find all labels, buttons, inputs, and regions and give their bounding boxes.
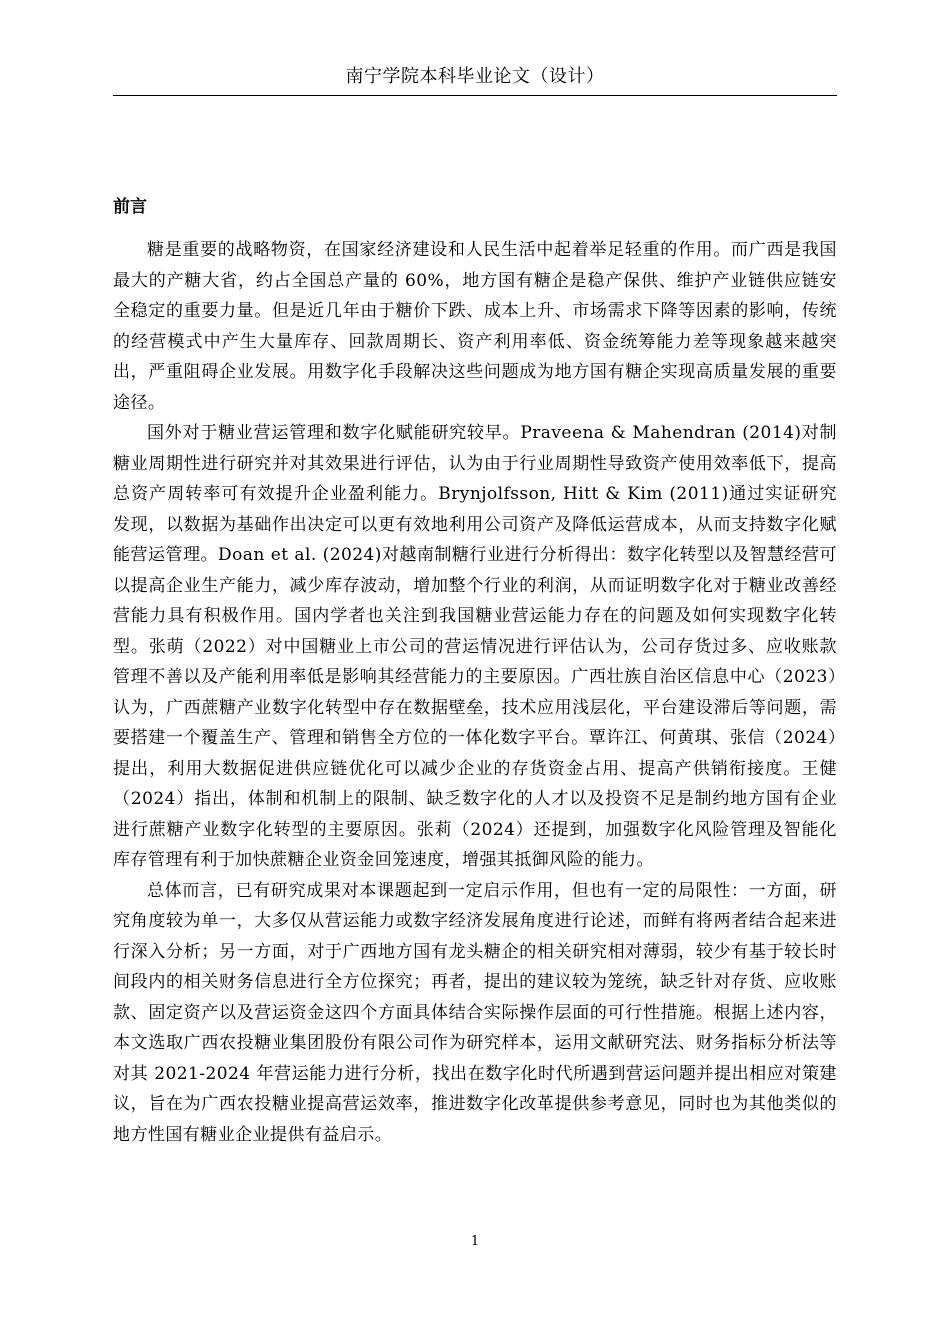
running-header: 南宁学院本科毕业论文（设计） (345, 66, 605, 87)
paragraph-2: 国外对于糖业营运管理和数字化赋能研究较早。Praveena & Mahendran (2014)对制糖业周期性进行研究并对其效果进行评估，认为由于行业周期性导致资产使用效率低下，提高总资产周转率可有效提升企业盈利能力。Brynjolfsson, Hitt & Kim (2011)通过实证研究发现，以数据为基础作出决定可以更有效地利用公司资产及降低运营成本，从而支持数字化赋能营运管理。Doan et al. (2024)对越南制糖行业进行分析得出：数字化转型以及智慧经营可以提高企业生产能力，减少库存波动，增加整个行业的利润，从而证明数字化对于糖业改善经营能力具有积极作用。国内学者也关注到我国糖业营运能力存在的问题及如何实现数字化转型。张萌（2022）对中国糖业上市公司的营运情况进行评估认为，公司存货过多、应收账款管理不善以及产能利用率低是影响其经营能力的主要原因。广西壮族自治区信息中心（2023）认为，广西蔗糖产业数字化转型中存在数据壁垒，技术应用浅层化，平台建设滞后等问题，需要搭建一个覆盖生产、管理和销售全方位的一体化数字平台。覃许江、何黄琪、张信（2024）提出，利用大数据促进供应链优化可以减少企业的存货资金占用、提高产供销衔接度。王健（2024）指出，体制和机制上的限制、缺乏数字化的人才以及投资不足是制约地方国有企业进行蔗糖产业数字化转型的主要原因。张莉（2024）还提到，加强数字化风险管理及智能化库存管理有利于加快蔗糖企业资金回笼速度，增强其抵御风险的能力。 (113, 423, 837, 870)
page-number: 1 (470, 1234, 480, 1249)
paragraph-3: 总体而言，已有研究成果对本课题起到一定启示作用，但也有一定的局限性：一方面，研究角度较为单一，大多仅从营运能力或数字经济发展角度进行论述，而鲜有将两者结合起来进行深入分析；另一方面，对于广西地方国有龙头糖企的相关研究相对薄弱，较少有基于较长时间段内的相关财务信息进行全方位探究；再者，提出的建议较为笼统，缺乏针对存货、应收账款、固定资产以及营运资金这四个方面具体结合实际操作层面的可行性措施。根据上述内容，本文选取广西农投糖业集团股份有限公司作为研究样本，运用文献研究法、财务指标分析法等对其 2021-2024 年营运能力进行分析，找出在数字化时代所遇到营运问题并提出相应对策建议，旨在为广西农投糖业提高营运效率，推进数字化改革提供参考意见，同时也为其他类似的地方性国有糖业企业提供有益启示。 (113, 880, 837, 1145)
paragraph-1: 糖是重要的战略物资，在国家经济建设和人民生活中起着举足轻重的作用。而广西是我国最大的产糖大省，约占全国总产量的 60%，地方国有糖企是稳产保供、维护产业链供应链安全稳定的重要力量。但是近几年由于糖价下跌、成本上升、市场需求下降等因素的影响，传统的经营模式中产生大量库存、回款周期长、资产利用率低、资金统筹能力差等现象越来越突出，严重阻碍企业发展。用数字化手段解决这些问题成为地方国有糖企实现高质量发展的重要途径。 (113, 240, 837, 413)
body-text (113, 235, 837, 1150)
header-rule (113, 95, 837, 96)
section-title: 前言 (113, 197, 147, 217)
